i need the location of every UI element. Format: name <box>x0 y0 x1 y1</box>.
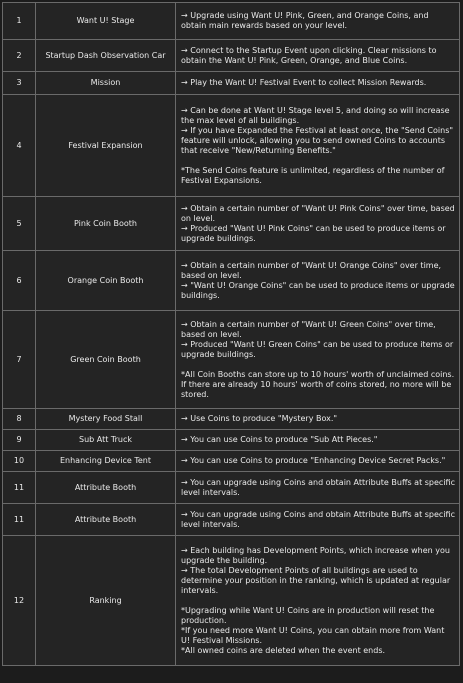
description-text: → You can upgrade using Coins and obtain Attribute Buffs at specific level intervals. <box>181 477 455 497</box>
row-number: 7 <box>3 311 36 409</box>
description-text: → Obtain a certain number of "Want U! Green Coins" over time, based on level. → Produced "Want U! Green Coins" can be used to produce items or upgrade buildings. *All Coin Booths can store up to 10 hours' worth of unclaimed coins. If there are already 10 hours' worth of coins stored, no more will be stored. <box>181 319 455 399</box>
row-number: 10 <box>3 451 36 472</box>
table-row <box>3 504 460 536</box>
building-name: Attribute Booth <box>36 504 176 536</box>
table-row <box>3 3 460 40</box>
description-text: → You can use Coins to produce "Sub Att Pieces." <box>181 435 378 444</box>
table-row <box>3 536 460 666</box>
building-name: Startup Dash Observation Car <box>36 40 176 72</box>
building-description <box>176 472 460 504</box>
description-text: → Connect to the Startup Event upon clicking. Clear missions to obtain the Want U! Pink, Green, Orange, and Blue Coins. <box>181 45 437 65</box>
description-text: → Can be done at Want U! Stage level 5, and doing so will increase the max level of all buildings. → If you have Expanded the Festival at least once, the "Send Coins" feature will unlock, allowing you to send owned Coins to accounts that receive "New/Returning Benefits." *The Send Coins feature is unlimited, regardless of the number of Festival Expansions. <box>181 105 454 185</box>
building-name: Ranking <box>36 536 176 666</box>
row-number: 6 <box>3 251 36 311</box>
description-text: → Obtain a certain number of "Want U! Pink Coins" over time, based on level. → Produced "Want U! Pink Coins" can be used to produce items or upgrade buildings. <box>181 203 455 243</box>
description-text: → Play the Want U! Festival Event to collect Mission Rewards. <box>181 78 427 87</box>
building-name: Mission <box>36 72 176 95</box>
building-description <box>176 40 460 72</box>
building-name: Want U! Stage <box>36 3 176 40</box>
description-text: → Upgrade using Want U! Pink, Green, and Orange Coins, and obtain main rewards based on your level. <box>181 11 429 30</box>
table-row <box>3 251 460 311</box>
row-number: 5 <box>3 197 36 251</box>
table-row <box>3 451 460 472</box>
description-text: → You can upgrade using Coins and obtain Attribute Buffs at specific level intervals. <box>181 509 455 529</box>
building-name: Mystery Food Stall <box>36 409 176 430</box>
building-description <box>176 451 460 472</box>
row-number: 1 <box>3 3 36 40</box>
building-name: Sub Att Truck <box>36 430 176 451</box>
table-row <box>3 40 460 72</box>
table-row <box>3 409 460 430</box>
table-row <box>3 430 460 451</box>
building-description <box>176 504 460 536</box>
row-number: 2 <box>3 40 36 72</box>
table-row <box>3 72 460 95</box>
building-info-table <box>2 2 460 666</box>
table-row <box>3 197 460 251</box>
row-number: 3 <box>3 72 36 95</box>
building-name: Green Coin Booth <box>36 311 176 409</box>
table-row <box>3 95 460 197</box>
description-text: → Use Coins to produce "Mystery Box." <box>181 414 338 423</box>
building-name: Festival Expansion <box>36 95 176 197</box>
table-row <box>3 311 460 409</box>
row-number: 9 <box>3 430 36 451</box>
building-description <box>176 430 460 451</box>
row-number: 8 <box>3 409 36 430</box>
building-description <box>176 536 460 666</box>
description-text: → Obtain a certain number of "Want U! Orange Coins" over time, based on level. → "Want U! Orange Coins" can be used to produce items or upgrade buildings. <box>181 260 455 300</box>
building-description <box>176 72 460 95</box>
row-number: 11 <box>3 472 36 504</box>
row-number: 11 <box>3 504 36 536</box>
building-description <box>176 3 460 40</box>
building-name: Enhancing Device Tent <box>36 451 176 472</box>
building-description <box>176 251 460 311</box>
building-name: Orange Coin Booth <box>36 251 176 311</box>
table-row <box>3 472 460 504</box>
building-name: Pink Coin Booth <box>36 197 176 251</box>
building-description <box>176 197 460 251</box>
row-number: 4 <box>3 95 36 197</box>
building-name: Attribute Booth <box>36 472 176 504</box>
building-description <box>176 311 460 409</box>
description-text: → You can use Coins to produce "Enhancing Device Secret Packs." <box>181 456 446 465</box>
building-description <box>176 95 460 197</box>
description-text: → Each building has Development Points, which increase when you upgrade the building. → The total Development Points of all buildings are used to determine your position in the ranking, which is updated at regular intervals. *Upgrading while Want U! Coins are in production will reset the production. *If you need more Want U! Coins, you can obtain more from Want U! Festival Missions. *All owned coins are deleted when the event ends. <box>181 545 451 655</box>
row-number: 12 <box>3 536 36 666</box>
building-description <box>176 409 460 430</box>
